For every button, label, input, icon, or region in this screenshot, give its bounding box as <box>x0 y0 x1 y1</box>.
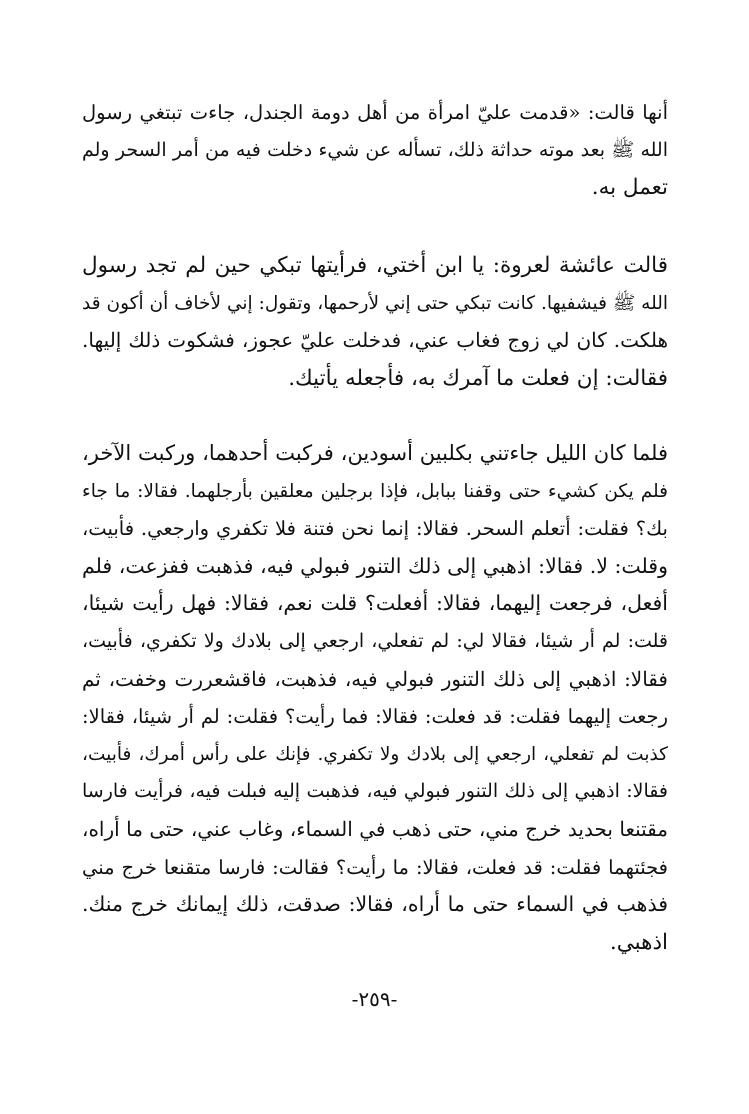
paragraph-line: الله ﷺ بعد موته حداثة ذلك، تسأله عن شيء دخلت فيه من أمر السحر ولم <box>82 138 668 161</box>
paragraph-2 <box>82 247 668 397</box>
page-number: -٢٥٩- <box>351 987 398 1011</box>
paragraph-3 <box>82 435 668 961</box>
paragraph-line: فجئتهما فقلت: قد فعلت، فقالا: ما رأيت؟ فقالت: فارسا متقنعا خرج مني <box>82 855 668 879</box>
paragraph-line: فقالت: إن فعلت ما آمرك به، فأجعله يأتيك. <box>288 365 668 391</box>
paragraph-line: كذبت لم تفعلي، ارجعي إلى بلادك ولا تكفري. فإنك على رأس أمرك، فأبيت، <box>82 743 668 765</box>
paragraph-line: اذهبي. <box>609 929 668 955</box>
paragraph-line: قالت عائشة لعروة: يا ابن أختي، فرأيتها تبكي حين لم تجد رسول <box>82 253 668 278</box>
paragraph-line: رجعت إليهما فقلت: قد فعلت: فقالا: فما رأيت؟ فقلت: لم أر شيئا، فقالا: <box>82 705 668 729</box>
paragraph-line: أنها قالت: «قدمت عليّ امرأة من أهل دومة الجندل، جاءت تبتغي رسول <box>82 101 668 124</box>
paragraph-line: فقالا: اذهبي إلى ذلك التنور فبولي فيه، فذهبت، فاقشعررت وخفت، ثم <box>82 666 668 691</box>
paragraph-line: فذهب في السماء حتى ما أراه، فقالا: صدقت، ذلك إيمانك خرج منك. <box>82 892 668 917</box>
paragraph-line: قلت: لم أر شيئا، فقالا لي: لم تفعلي، ارجعي إلى بلادك ولا تكفري، فأبيت، <box>82 629 668 652</box>
paragraph-line: مقتنعا بحديد خرج مني، حتى ذهب في السماء، وغاب عني، حتى ما أراه، <box>82 816 668 841</box>
paragraph-line: فلم يكن كشيء حتى وقفنا ببابل، فإذا برجلين معلقين بأرجلهما. فقالا: ما جاء <box>82 480 668 502</box>
paragraph-line: هلكت. كان لي زوج فغاب عني، فدخلت عليّ عجوز، فشكوت ذلك إليها. <box>82 328 669 353</box>
paragraph-line: فلما كان الليل جاءتني بكلبين أسودين، فركبت أحدهما، وركبت الآخر، <box>82 441 668 465</box>
paragraph-line: تعمل به. <box>591 175 668 201</box>
paragraph-line: أفعل، فرجعت إليهما، فقالا: أفعلت؟ قلت نعم، فقالا: فهل رأيت شيئا، <box>82 591 668 616</box>
paragraph-line: الله ﷺ فيشفيها. كانت تبكي حتى إني لأرحمها، وتقول: إني لأخاف أن أكون قد <box>82 292 668 314</box>
paragraph-line: وقلت: لا. فقالا: اذهبي إلى ذلك التنور فبولي فيه، فذهبت ففزعت، فلم <box>82 553 668 578</box>
paragraph-1 <box>82 94 668 207</box>
paragraph-line: بك؟ فقلت: أتعلم السحر. فقالا: إنما نحن فتنة فلا تكفري وارجعي. فأبيت، <box>82 517 668 541</box>
paragraph-line: فقالا: اذهبي إلى ذلك التنور فبولي فيه، فذهبت إليه فبلت فيه، فرأيت فارسا <box>82 780 668 803</box>
